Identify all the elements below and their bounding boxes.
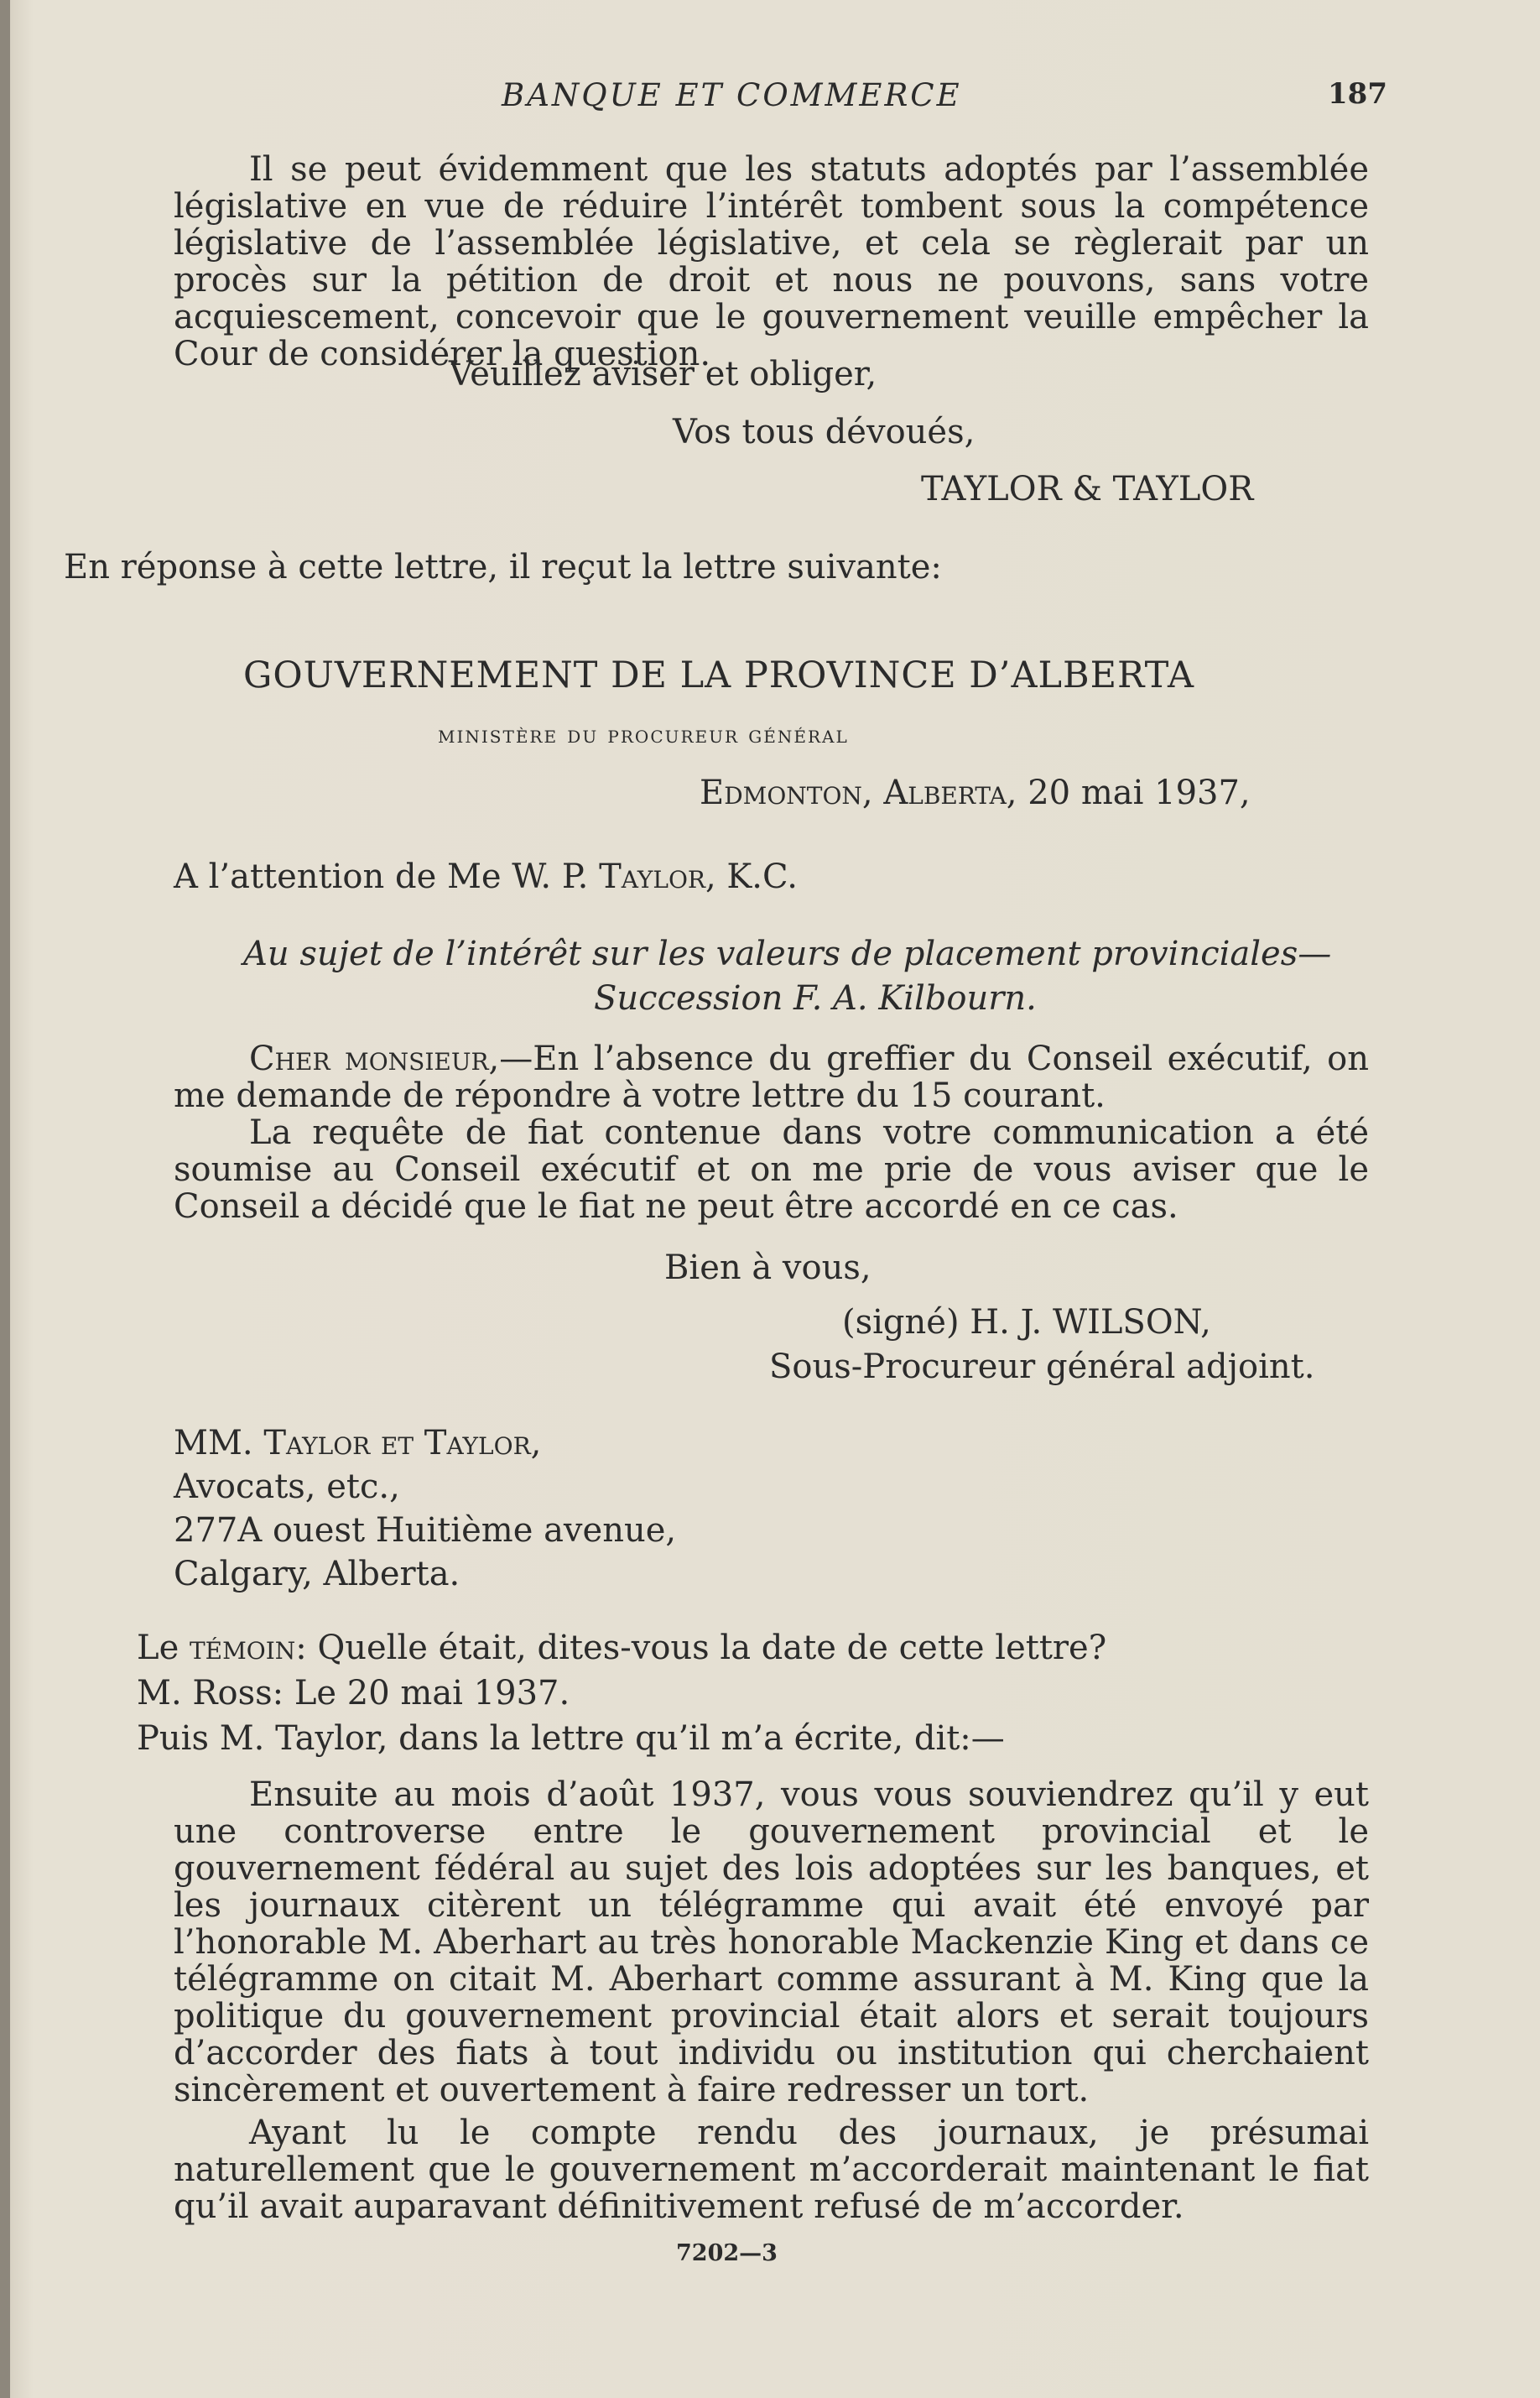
letter1-closing-line2: Vos tous dévoués, [673, 413, 976, 451]
witness-text: Quelle était, dites-vous la date de cette lettre? [317, 1629, 1107, 1667]
letter2-signer-title: Sous-Procureur général adjoint. [769, 1348, 1315, 1386]
paragraph-august: Ensuite au mois d’août 1937, vous vous souviendrez qu’il y eut une controverse entre le gouvernement provincial et le gouvernement fédéral au sujet des lois adoptées sur les banques, et les journaux citèrent un télégramme qui avait été envoyé par l’honorable M. Aberhart au très honorable Mackenzie King et dans ce télégramme on citait M. Aberhart comme assurant à M. King que la politique du gouvernement provincial était alors et serait toujours d’accorder des fiats à tout individu ou institution qui cherchaient sincèrement et ouvertement à faire redresser un tort. [174, 1775, 1369, 2109]
witness-label-pre: Le [137, 1629, 179, 1667]
salutation: Cher monsieur, [249, 1040, 500, 1078]
government-heading: GOUVERNEMENT DE LA PROVINCE D’ALBERTA [243, 654, 1195, 696]
letter2-body [174, 1040, 1369, 1225]
attention-prefix: A l’attention de Me W. P. [174, 858, 589, 896]
address-line4: Calgary, Alberta. [174, 1555, 460, 1593]
place: Edmonton, Alberta, [700, 774, 1017, 812]
address-line3: 277A ouest Huitième avenue, [174, 1511, 677, 1550]
address-name: Taylor et Taylor, [263, 1424, 542, 1462]
subject-line2: Succession F. A. Kilbourn. [594, 979, 1037, 1018]
place-date-line [700, 774, 1251, 811]
intro-line: En réponse à cette lettre, il reçut la lettre suivante: [64, 548, 942, 586]
page-spine [0, 0, 10, 2398]
taylor-line: Puis M. Taylor, dans la lettre qu’il m’a écrite, dit:— [137, 1719, 1005, 1758]
address-line1 [174, 1425, 541, 1462]
witness-line [137, 1629, 1106, 1666]
attention-suffix: K.C. [726, 858, 798, 896]
address-line2: Avocats, etc., [174, 1467, 400, 1506]
letter2-signed: (signé) H. J. WILSON, [842, 1303, 1211, 1342]
paragraph-statutes: Il se peut évidemment que les statuts adoptés par l’assemblée législative en vue de réduire l’intérêt tombent sous la compétence législative de l’assemblée législative, et cela se règlerait par un procès sur la pétition de droit et nous ne pouvons, sans votre acquiescement, concevoir que le gouvernement veuille empêcher la Cour de considérer la question. [174, 150, 1369, 373]
letter2-closing: Bien à vous, [664, 1249, 871, 1287]
date: 20 mai 1937, [1028, 774, 1251, 812]
letter1-signature: TAYLOR & TAYLOR [921, 470, 1254, 508]
footer-code: 7202—3 [676, 2240, 778, 2266]
page-number: 187 [1328, 77, 1387, 111]
letter2-body1-text: —En l’absence du greffier du Conseil exécutif, on me demande de répondre à votre lettre du 15 courant. [174, 1040, 1370, 1115]
subject-line1: Au sujet de l’intérêt sur les valeurs de placement provinciales— [243, 935, 1332, 973]
running-header-title: BANQUE ET COMMERCE [502, 77, 962, 113]
letter2-paragraph2: La requête de fiat contenue dans votre communication a été soumise au Conseil exécutif et on me prie de vous aviser que le Conseil a décidé que le fiat ne peut être accordé en ce cas. [174, 1113, 1369, 1226]
attention-name: Taylor, [599, 858, 716, 896]
letter2-paragraph1 [174, 1040, 1369, 1114]
address-prefix: MM. [174, 1424, 253, 1462]
letter1-closing-line1: Veuillez aviser et obliger, [449, 355, 877, 394]
paragraph-last: Ayant lu le compte rendu des journaux, je présumai naturellement que le gouvernement m’accorderait maintenant le fiat qu’il avait auparavant définitivement refusé de m’accorder. [174, 2114, 1369, 2226]
attention-line [174, 858, 798, 895]
ministry-heading: ministère du procureur général [438, 720, 849, 748]
ross-line: M. Ross: Le 20 mai 1937. [137, 1674, 570, 1712]
witness-label: témoin: [189, 1629, 307, 1667]
